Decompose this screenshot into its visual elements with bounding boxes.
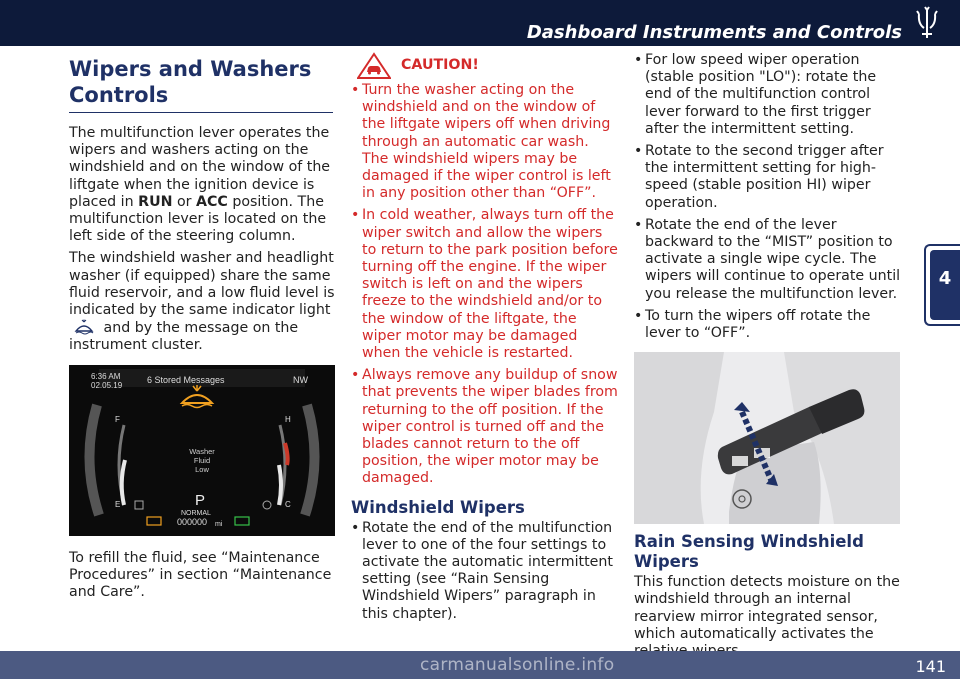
- cluster-heading: NW: [293, 374, 308, 385]
- caution-item: • In cold weather, always turn off the wiper switch and allow the wipers to return to the park position before turning off the engine. If the wiper switch is left on and the wipers freeze to the windshield and/or to the window of the liftgate, the wiper motor may be damaged when the vehicle is restarted.: [351, 207, 619, 362]
- caution-item: • Turn the washer acting on the windshield and on the window of the liftgate wipers off when driving through an automatic car wash. The windshield wipers may be damaged if the wiper control is left in any position other than “OFF”.: [351, 82, 619, 202]
- cluster-message-line1: Washer: [189, 446, 215, 456]
- wiper-instruction: • To turn the wipers off rotate the lever to “OFF”.: [634, 308, 904, 342]
- windshield-wipers-heading: Windshield Wipers: [351, 497, 525, 517]
- wiper-lever-image: [634, 352, 900, 524]
- caution-label: CAUTION!: [401, 57, 479, 74]
- section-title-line1: Wipers and Washers: [69, 57, 312, 81]
- instrument-cluster-image: [69, 365, 335, 536]
- rain-sensing-paragraph: This function detects moisture on the windshield through an internal rearview mirror integrated sensor, which automatically activates the: [634, 574, 900, 642]
- temp-cold-label: C: [285, 499, 291, 509]
- cluster-message-line2: Fluid: [193, 455, 211, 465]
- section-title: [69, 56, 335, 108]
- rain-sensing-heading: [634, 532, 904, 572]
- acc-keyword: ACC: [196, 193, 228, 210]
- fuel-empty-label: E: [115, 499, 121, 509]
- para1-text-b: position. The multifunction lever is located on the left side of the steering column.: [69, 193, 327, 245]
- caution-car-icon: [357, 52, 391, 80]
- washer-paragraph: [69, 250, 335, 354]
- section-title-line2: Controls: [69, 83, 169, 107]
- caution-item: • Always remove any buildup of snow that prevents the wiper blades from returning to the off position. If the wiper control is turned off and the blades cannot return to the off position, the wiper motor may be damaged.: [351, 367, 619, 487]
- refill-paragraph: To refill the fluid, see “Maintenance Procedures” in section “Maintenance and Care”.: [69, 549, 332, 601]
- wiper-instruction: • For low speed wiper operation (stable position "LO"): rotate the end of the multifunction control lever forward to the first trigger after the intermittent setting.: [634, 52, 904, 138]
- para1-or: or: [172, 193, 197, 210]
- para2-text-b: and by the message on the instrument cluster.: [69, 320, 299, 354]
- rain-sensing-heading-line1: Rain Sensing Windshield: [634, 532, 864, 552]
- washer-fluid-indicator-icon: [73, 319, 95, 335]
- page-number: 141: [915, 657, 946, 676]
- title-divider: [69, 112, 333, 113]
- intro-paragraph: [69, 125, 335, 245]
- temp-hot-label: H: [285, 414, 291, 424]
- cluster-message-line3: Low: [195, 464, 209, 474]
- page-header: [0, 0, 960, 46]
- run-keyword: RUN: [138, 193, 173, 210]
- header-title: Dashboard Instruments and Controls: [526, 22, 902, 43]
- column-left: [69, 56, 335, 606]
- wiper-instruction: • Rotate the end of the lever backward to the “MIST” position to activate a single wipe cycle. The wipers will continue to operate until you release the multifunction lever.: [634, 217, 904, 303]
- cluster-odometer-unit: mi: [215, 520, 223, 528]
- wiper-instruction: • Rotate to the second trigger after the intermittent setting for high-speed (stable position HI) wiper operation.: [634, 143, 904, 212]
- rain-sensing-heading-line2: Wipers: [634, 552, 699, 572]
- wiper-instruction: • Rotate the end of the multifunction lever to one of the four settings to activate the automatic intermittent setting (see “Rain Sensing Windshield Wipers” paragraph in this chapter).: [351, 520, 619, 623]
- cluster-stored-messages: 6 Stored Messages: [147, 374, 225, 385]
- cluster-drive-mode: NORMAL: [181, 509, 211, 517]
- cluster-odometer: 000000: [177, 516, 208, 527]
- cluster-time: 6:36 AM: [91, 371, 121, 381]
- trident-icon: [910, 6, 944, 42]
- para1-text-a: The multifunction lever operates the wipers and washers acting on the windshield and on the window of the liftgate when the ignition device is placed in: [69, 125, 331, 210]
- caution-header: [357, 52, 619, 80]
- column-right: [634, 52, 904, 665]
- cluster-date: 02.05.19: [91, 380, 123, 390]
- cluster-washer-message: [169, 447, 235, 474]
- chapter-number: 4: [938, 268, 952, 289]
- para2-text-a: The windshield washer and headlight washer (if equipped) share the same fluid reservoir, and a low fluid level is indicated by the same indicator light: [69, 250, 335, 319]
- lever-graphic: [634, 352, 900, 524]
- fuel-full-label: F: [115, 414, 120, 424]
- page-footer: [0, 651, 960, 679]
- cluster-gear: P: [195, 491, 206, 509]
- column-middle: [351, 52, 619, 628]
- watermark: carmanualsonline.info: [420, 655, 615, 675]
